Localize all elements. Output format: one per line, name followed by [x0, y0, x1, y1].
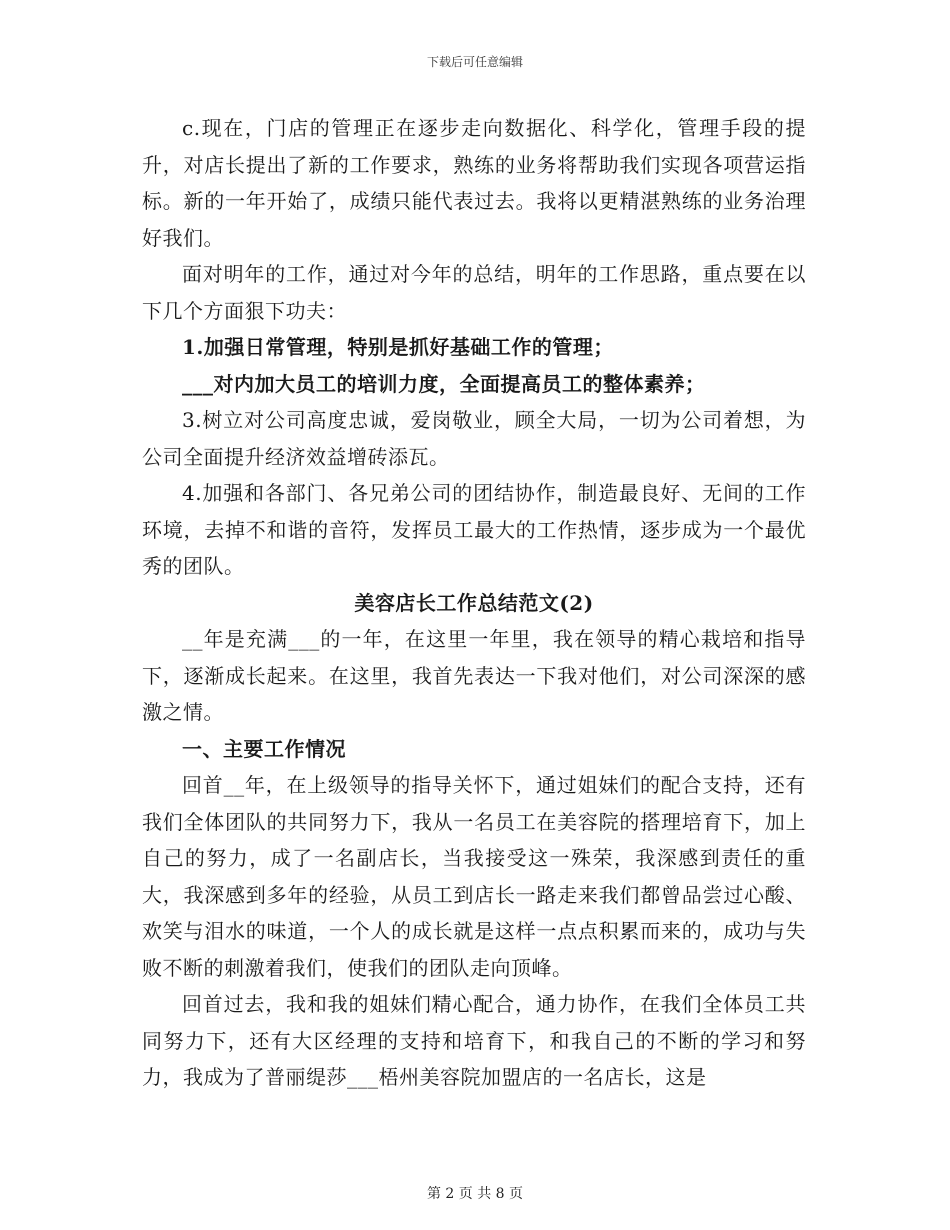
list-item-4: 4.加强和各部门、各兄弟公司的团结协作，制造最良好、无间的工作环境，去掉不和谐的音符，发挥员工最大的工作热情，逐步成为一个最优秀的团队。: [142, 481, 806, 578]
paragraph-next-year-plan: 面对明年的工作，通过对今年的总结，明年的工作思路，重点要在以下几个方面狠下功夫：: [142, 262, 806, 323]
list-item-3: 3.树立对公司高度忠诚，爱岗敬业，顾全大局，一切为公司着想，为公司全面提升经济效益增砖添瓦。: [142, 408, 806, 469]
page-number: 第 2 页 共 8 页: [426, 1186, 524, 1202]
page-header: 下载后可任意编辑: [426, 55, 523, 69]
section-heading-main-work: 一、主要工作情况: [182, 736, 346, 761]
section-title: 美容店长工作总结范文(2): [354, 590, 594, 615]
paragraph-intro: __年是充满___的一年，在这里一年里，我在领导的精心栽培和指导下，逐渐成长起来。在这里，我首先表达一下我对他们，对公司深深的感激之情。: [142, 627, 806, 724]
paragraph-store-management: c.现在，门店的管理正在逐步走向数据化、科学化，管理手段的提升，对店长提出了新的工作要求，熟练的业务将帮助我们实现各项营运指标。新的一年开始了，成绩只能代表过去。我将以更精湛熟练的业务治理好我们。: [142, 116, 806, 250]
paragraph-review-year: 回首__年，在上级领导的指导关怀下，通过姐妹们的配合支持，还有我们全体团队的共同努力下，我从一名员工在美容院的搭理培育下，加上自己的努力，成了一名副店长，当我接受这一殊荣，我深感到责任的重大，我深感到多年的经验，从员工到店长一路走来我们都曾品尝过心酸、欢笑与泪水的味道，一个人的成长就是这样一点点积累而来的，成功与失败不断的刺激着我们，使我们的团队走向顶峰。: [142, 773, 806, 980]
list-item-1: 1.加强日常管理，特别是抓好基础工作的管理；: [182, 335, 614, 359]
document-body: [142, 110, 806, 1096]
paragraph-review-past: 回首过去，我和我的姐妹们精心配合，通力协作，在我们全体员工共同努力下，还有大区经理的支持和培育下，和我自己的不断的学习和努力，我成为了普丽缇莎___梧州美容院加盟店的一名店长，这是: [142, 992, 806, 1089]
list-item-2: ___对内加大员工的培训力度，全面提高员工的整体素养；: [182, 371, 706, 396]
